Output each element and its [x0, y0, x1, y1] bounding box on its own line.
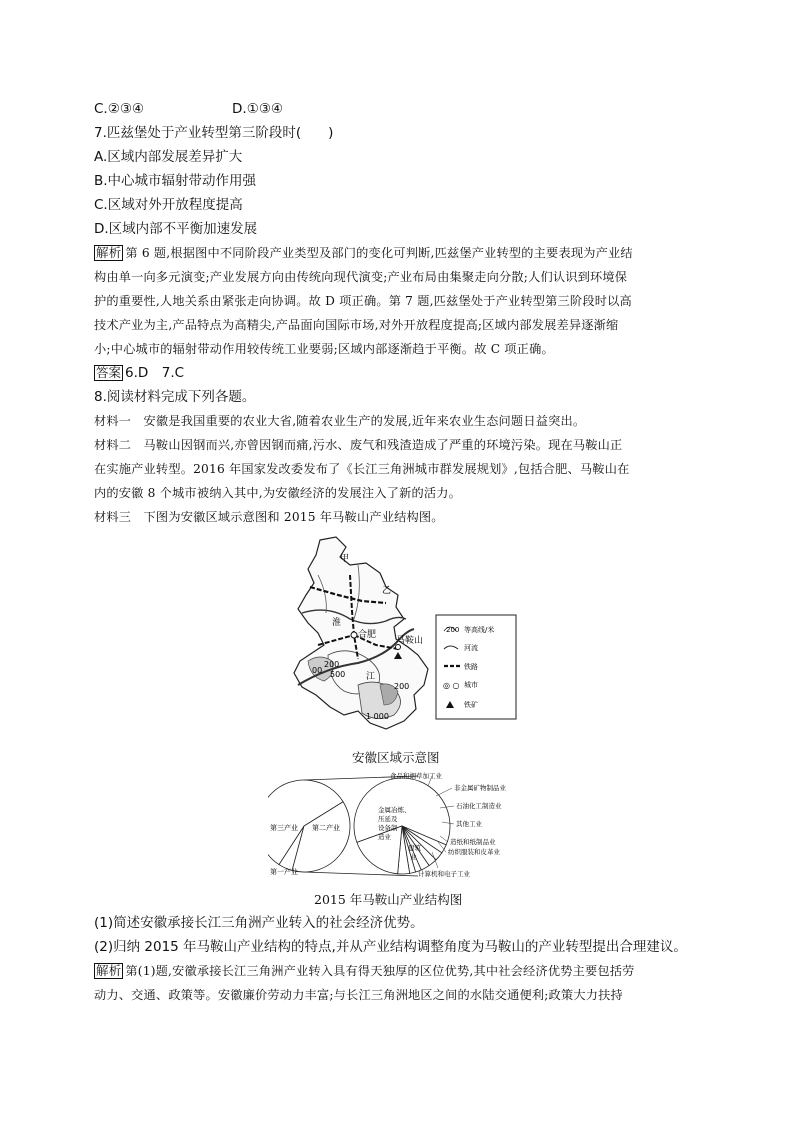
- q8-material-2a: 材料二 马鞍山因钢而兴,亦曾因钢而痛,污水、废气和残渣造成了严重的环境污染。现在马鞍山正: [94, 438, 623, 452]
- analysis1-line-4: 技术产业为主,产品特点为高精尖,产品面向国际市场,对外开放程度提高;区域内部发展差异逐渐缩: [94, 318, 619, 332]
- q8-material-1: 材料一 安徽是我国重要的农业大省,随着农业生产的发展,近年来农业生态问题日益突出。: [94, 414, 586, 428]
- svg-text:200: 200: [324, 660, 340, 669]
- answer1-text: 6.D 7.C: [125, 365, 185, 381]
- analysis2-line-2: 动力、交通、政策等。安徽廉价劳动力丰富;与长江三角洲地区之间的水陆交通便利;政策大力扶持: [94, 988, 623, 1002]
- label-construction-2: 业: [410, 853, 417, 861]
- hefei-city: [351, 632, 357, 638]
- svg-text:500: 500: [330, 670, 346, 679]
- analysis2-tag: 解析: [96, 963, 122, 978]
- label-huai: 淮: [332, 618, 342, 628]
- label-primary: 第一产业: [270, 868, 298, 876]
- callout-computer: 计算机和电子工业: [418, 870, 470, 878]
- svg-text:城市: 城市: [464, 681, 478, 689]
- q7-option-c: C.区域对外开放程度提高: [94, 197, 243, 213]
- svg-text:200: 200: [446, 626, 460, 634]
- map-legend: [436, 615, 516, 719]
- analysis1-line-1: 解析 第 6 题,根据图中不同阶段产业类型及部门的变化可判断,匹兹堡产业转型的主要表现为产业结: [96, 245, 633, 260]
- analysis2-line-1: 解析 第(1)题,安徽承接长江三角洲产业转入具有得天独厚的区位优势,其中社会经济优势主要包括劳: [96, 963, 635, 978]
- q7-option-d: D.区域内部不平衡加速发展: [94, 221, 258, 237]
- subq-2: (2)归纳 2015 年马鞍山产业结构的特点,并从产业结构调整角度为马鞍山的产业转型提出合理建议。: [94, 939, 687, 955]
- map-caption: 安徽区域示意图: [352, 750, 440, 765]
- label-yi: 乙: [382, 586, 392, 596]
- svg-text:200: 200: [394, 682, 410, 691]
- label-secondary: 第二产业: [312, 824, 340, 832]
- analysis1-line-3: 护的重要性,人地关系由紧张走向协调。故 D 项正确。第 7 题,匹兹堡处于产业转型第三阶段时以高: [94, 294, 632, 308]
- city-icon: ◎ ○: [443, 681, 460, 690]
- svg-text:等高线/米: 等高线/米: [464, 626, 495, 634]
- callout-petro: 石油化工制造业: [456, 802, 502, 810]
- right-pie: [354, 778, 450, 874]
- label-tertiary: 第三产业: [270, 824, 298, 832]
- q7-option-a: A.区域内部发展差异扩大: [94, 149, 243, 165]
- label-maanshan: 马鞍山: [396, 636, 424, 646]
- label-metal-1: 金属冶炼、: [378, 806, 411, 814]
- label-jiang: 江: [366, 672, 376, 682]
- q8-material-3: 材料三 下图为安徽区域示意图和 2015 年马鞍山产业结构图。: [94, 510, 444, 524]
- q6-option-c-d: [94, 100, 283, 118]
- answer-tag: 答案: [96, 365, 122, 380]
- answer1: [94, 364, 184, 382]
- label-metal-2: 压延及: [378, 815, 398, 823]
- svg-text:河流: 河流: [464, 644, 478, 652]
- svg-text:铁路: 铁路: [464, 663, 478, 671]
- anhui-map: [258, 535, 520, 735]
- q8-stem: 8.阅读材料完成下列各题。: [94, 389, 256, 405]
- label-jia: 甲: [340, 554, 350, 564]
- callout-food: 食品和烟草加工业: [390, 772, 442, 780]
- svg-text:1 000: 1 000: [366, 712, 389, 721]
- label-metal-4: 造业: [378, 833, 391, 841]
- pie-caption: 2015 年马鞍山产业结构图: [314, 892, 463, 907]
- analysis1-line-2: 构由单一向多元演变;产业发展方向由传统向现代演变;产业布局由集聚走向分散;人们认识到环境保: [94, 270, 628, 284]
- analysis1-line-5: 小;中心城市的辐射带动作用较传统工业要弱;区域内部逐渐趋于平衡。故 C 项正确。: [94, 342, 554, 356]
- q6-option-d: D.①③④: [232, 101, 284, 117]
- q7-option-b: B.中心城市辐射带动作用强: [94, 173, 257, 189]
- svg-text:铁矿: 铁矿: [464, 701, 478, 709]
- svg-text:00: 00: [312, 666, 323, 675]
- q8-material-2b: 在实施产业转型。2016 年国家发改委发布了《长江三角洲城市群发展规划》,包括合肥、马鞍山在: [94, 462, 630, 476]
- subq-1: (1)简述安徽承接长江三角洲产业转入的社会经济优势。: [94, 915, 424, 931]
- callout-other: 其他工业: [456, 820, 482, 828]
- callout-nonmetal: 非金属矿物制品业: [454, 784, 506, 792]
- industry-pie-chart: [268, 772, 530, 882]
- q7-stem: 7.匹兹堡处于产业转型第三阶段时( ): [94, 125, 334, 141]
- callout-paper: 造纸和纸制品业: [450, 838, 496, 846]
- q8-material-2c: 内的安徽 8 个城市被纳入其中,为安徽经济的发展注入了新的活力。: [94, 486, 462, 500]
- callout-textile: 纺织服装和皮革业: [448, 848, 500, 856]
- label-construction-1: 建筑: [408, 844, 421, 852]
- label-hefei: 合肥: [358, 630, 377, 640]
- analysis-tag: 解析: [96, 245, 122, 260]
- q6-option-c: C.②③④: [94, 101, 145, 117]
- label-metal-3: 设备制: [378, 824, 398, 832]
